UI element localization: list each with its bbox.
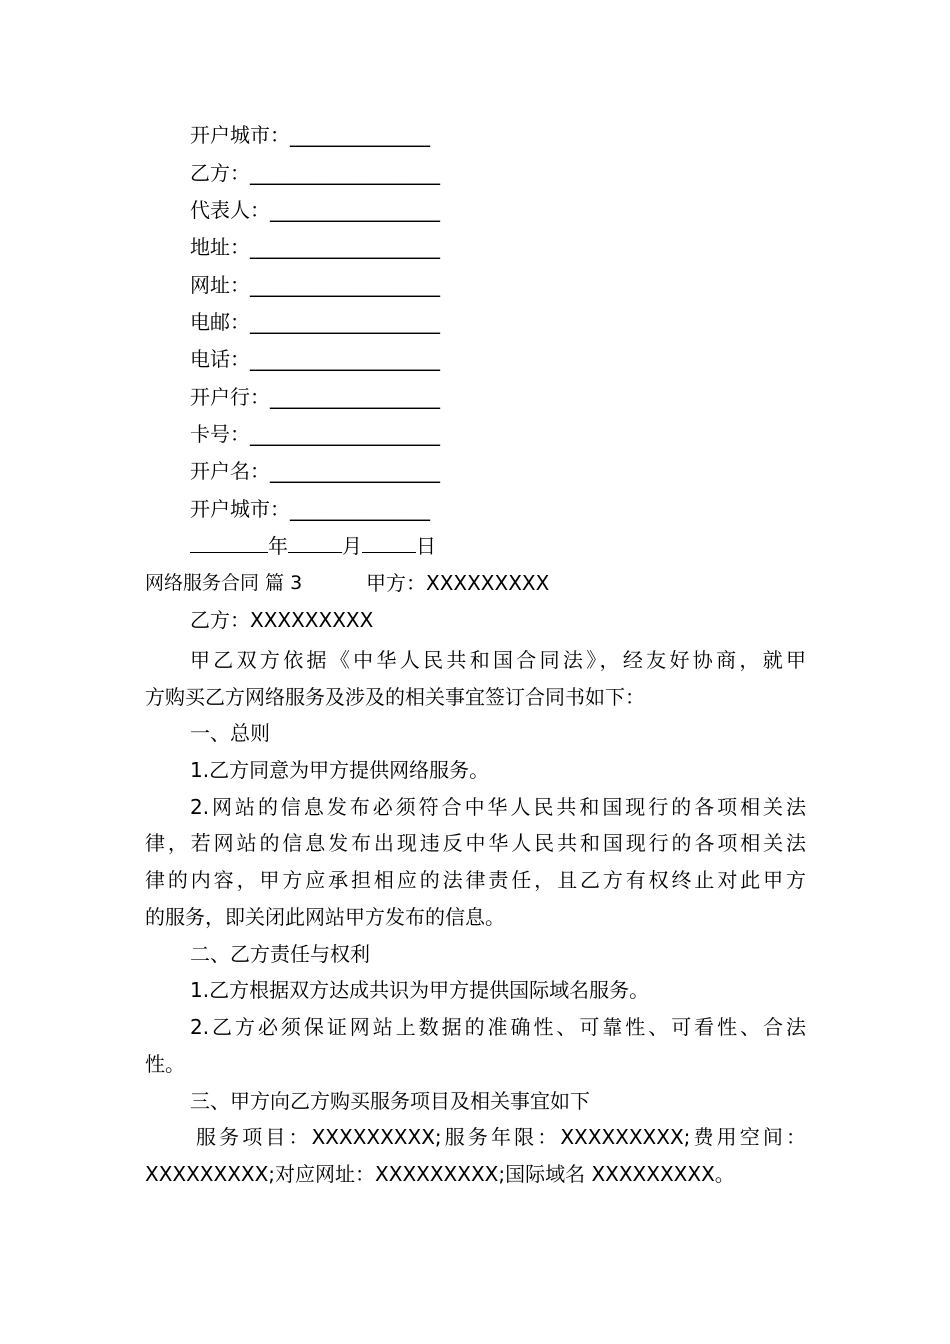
intro-line: 甲乙双方依据《中华人民共和国合同法》，经友好协商，就甲 <box>190 648 806 672</box>
field-blank: ___________________ <box>250 273 440 297</box>
field-card-number <box>190 420 440 448</box>
clause: 律，若网站的信息发布出现违反中华人民共和国现行的各项相关法 <box>145 831 806 855</box>
field-blank: ___________________ <box>250 310 440 334</box>
field-blank: ___________________ <box>250 347 440 371</box>
field-phone <box>190 345 440 373</box>
field-label: 电话： <box>190 347 250 371</box>
field-label: 开户城市： <box>190 123 290 147</box>
field-label: 开户城市： <box>190 497 290 521</box>
day-blank <box>362 534 416 553</box>
clause: 服务项目：XXXXXXXXX;服务年限：XXXXXXXXX;费用空间： <box>196 1125 806 1149</box>
field-blank: ______________ <box>290 497 430 521</box>
field-address <box>190 233 440 261</box>
clause: 2.乙方必须保证网站上数据的准确性、可靠性、可看性、合法 <box>190 1015 806 1039</box>
field-label: 乙方： <box>190 161 250 185</box>
year-blank <box>190 534 268 553</box>
field-representative <box>190 196 440 224</box>
clause: 律的内容，甲方应承担相应的法律责任，且乙方有权终止对此甲方 <box>145 868 806 892</box>
party-b: 乙方：XXXXXXXXX <box>190 608 374 632</box>
field-label: 电邮： <box>190 310 250 334</box>
field-blank: _________________ <box>270 385 440 409</box>
contract-title: 网络服务合同 篇 3 <box>145 572 303 594</box>
clause: 2.网站的信息发布必须符合中华人民共和国现行的各项相关法 <box>190 795 806 819</box>
section-heading: 一、总则 <box>190 721 270 745</box>
party-a: 甲方：XXXXXXXXX <box>366 571 550 595</box>
field-label: 开户名： <box>190 459 270 483</box>
field-label: 卡号： <box>190 422 250 446</box>
date-line <box>190 532 436 560</box>
intro-line: 方购买乙方网络服务及涉及的相关事宜签订合同书如下： <box>145 685 645 709</box>
field-label: 代表人： <box>190 198 270 222</box>
clause: 1.乙方根据双方达成共识为甲方提供国际域名服务。 <box>190 978 650 1002</box>
section-heading: 三、甲方向乙方购买服务项目及相关事宜如下 <box>190 1089 590 1113</box>
field-blank: _________________ <box>270 459 440 483</box>
field-blank: ___________________ <box>250 422 440 446</box>
field-open-city <box>190 121 430 149</box>
clause: XXXXXXXXX;对应网址：XXXXXXXXX;国际域名 XXXXXXXXX。 <box>145 1162 735 1186</box>
month-blank <box>288 534 342 553</box>
field-blank: _________________ <box>270 198 440 222</box>
section-heading: 二、乙方责任与权利 <box>190 942 370 966</box>
clause: 性。 <box>145 1052 185 1076</box>
field-label: 开户行： <box>190 385 270 409</box>
field-party-b <box>190 159 440 187</box>
field-email <box>190 308 440 336</box>
field-open-city-2 <box>190 495 430 523</box>
field-website <box>190 271 440 299</box>
month-label: 月 <box>342 534 362 558</box>
clause: 的服务，即关闭此网站甲方发布的信息。 <box>145 905 505 929</box>
clause: 1.乙方同意为甲方提供网络服务。 <box>190 758 490 782</box>
field-label: 地址： <box>190 235 250 259</box>
day-label: 日 <box>416 534 436 558</box>
field-account-name <box>190 457 440 485</box>
field-blank: ___________________ <box>250 235 440 259</box>
field-bank <box>190 383 440 411</box>
year-label: 年 <box>268 534 288 558</box>
field-blank: ___________________ <box>250 161 440 185</box>
field-blank: ______________ <box>290 123 430 147</box>
field-label: 网址： <box>190 273 250 297</box>
